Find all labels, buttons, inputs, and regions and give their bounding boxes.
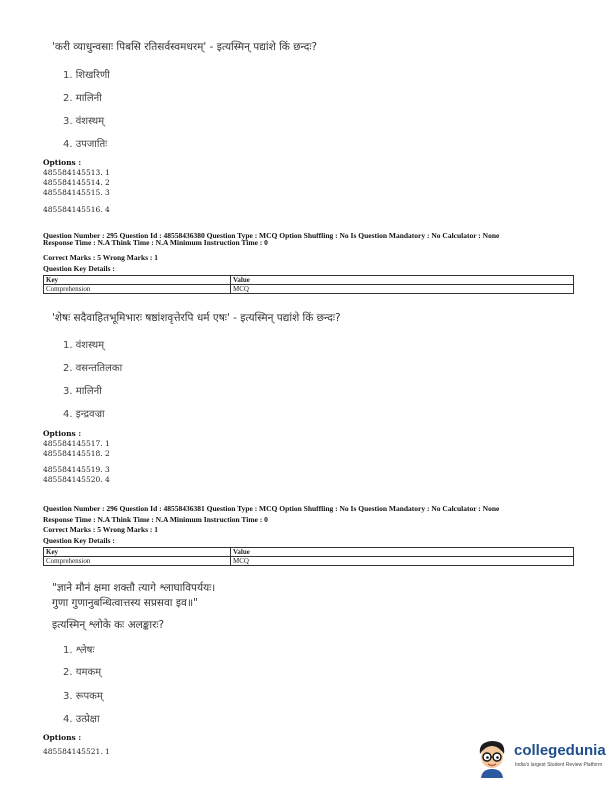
question-header: Question Number : 296 Question Id : 48558436381 Question Type : MCQ Option Shuffling : No Is Question Mandatory : No Calculator : None [43, 504, 500, 513]
options-label: Options : [43, 158, 82, 167]
table-row [44, 548, 574, 557]
options-label: Options : [43, 429, 82, 438]
question-text: 'करी व्याधुन्वसाः पिबसि रतिसर्वस्वमधरम्' - इत्यस्मिन् पद्यांशे किं छन्दः? [52, 41, 318, 53]
option-id: 485584145515. 3 [43, 188, 110, 197]
table-cell: Comprehension [44, 557, 231, 566]
table-cell: Key [44, 276, 231, 285]
key-details-label: Question Key Details : [43, 536, 115, 545]
table-row [44, 285, 574, 294]
table-cell: Key [44, 548, 231, 557]
collegedunia-logo [474, 738, 604, 778]
question-text-line-3: इत्यस्मिन् श्लोके कः अलङ्कारः? [52, 619, 165, 631]
option-id: 485584145521. 1 [43, 747, 110, 756]
logo-tagline: India's largest Student Review Platform [515, 762, 603, 768]
option-2: 2. यमकम् [63, 667, 102, 678]
option-id: 485584145518. 2 [43, 449, 110, 458]
question-text: 'शेषः सदैवाहितभूमिभारः षष्ठांशवृत्तेरपि धर्म एषः' - इत्यस्मिन् पद्यांशे किं छन्दः? [52, 312, 341, 324]
options-label: Options : [43, 733, 82, 742]
option-3: 3. मालिनी [63, 386, 102, 397]
option-4: 4. इन्द्रवज्रा [63, 409, 105, 420]
question-timing: Response Time : N.A Think Time : N.A Minimum Instruction Time : 0 [43, 238, 268, 247]
question-text-line-2: गुणा गुणानुबन्धित्वात्तस्य सप्रसवा इव॥" [52, 597, 198, 609]
option-id: 485584145513. 1 [43, 168, 110, 177]
question-marks: Correct Marks : 5 Wrong Marks : 1 [43, 525, 159, 534]
option-3: 3. वंशस्थम् [63, 116, 105, 127]
table-row [44, 557, 574, 566]
option-id: 485584145517. 1 [43, 439, 110, 448]
table-row [44, 276, 574, 285]
student-mascot-icon [474, 738, 510, 778]
question-header: Question Number : 295 Question Id : 48558436380 Question Type : MCQ Option Shuffling : No Is Question Mandatory : No Calculator : None [43, 231, 500, 240]
option-id: 485584145519. 3 [43, 465, 110, 474]
option-3: 3. रूपकम् [63, 691, 103, 702]
option-2: 2. मालिनी [63, 93, 102, 104]
logo-wordmark: collegedunia [514, 742, 606, 759]
option-id: 485584145516. 4 [43, 205, 110, 214]
option-2: 2. वसन्ततिलका [63, 363, 123, 374]
option-4: 4. उत्प्रेक्षा [63, 714, 100, 725]
table-cell: Comprehension [44, 285, 231, 294]
option-1: 1. वंशस्थम् [63, 340, 105, 351]
option-1: 1. श्लेषः [63, 645, 95, 656]
key-details-label: Question Key Details : [43, 264, 115, 273]
option-4: 4. उपजातिः [63, 139, 108, 150]
key-details-table [43, 275, 574, 294]
option-1: 1. शिखरिणी [63, 70, 110, 81]
table-cell: MCQ [231, 285, 574, 294]
table-cell: Value [231, 548, 574, 557]
table-cell: Value [231, 276, 574, 285]
option-id: 485584145520. 4 [43, 475, 110, 484]
key-details-table [43, 547, 574, 566]
question-marks: Correct Marks : 5 Wrong Marks : 1 [43, 253, 159, 262]
question-text-line-1: "ज्ञाने मौनं क्षमा शक्तौ त्यागे श्लाघाविपर्ययः। [52, 582, 216, 594]
question-timing: Response Time : N.A Think Time : N.A Minimum Instruction Time : 0 [43, 515, 268, 524]
option-id: 485584145514. 2 [43, 178, 110, 187]
table-cell: MCQ [231, 557, 574, 566]
